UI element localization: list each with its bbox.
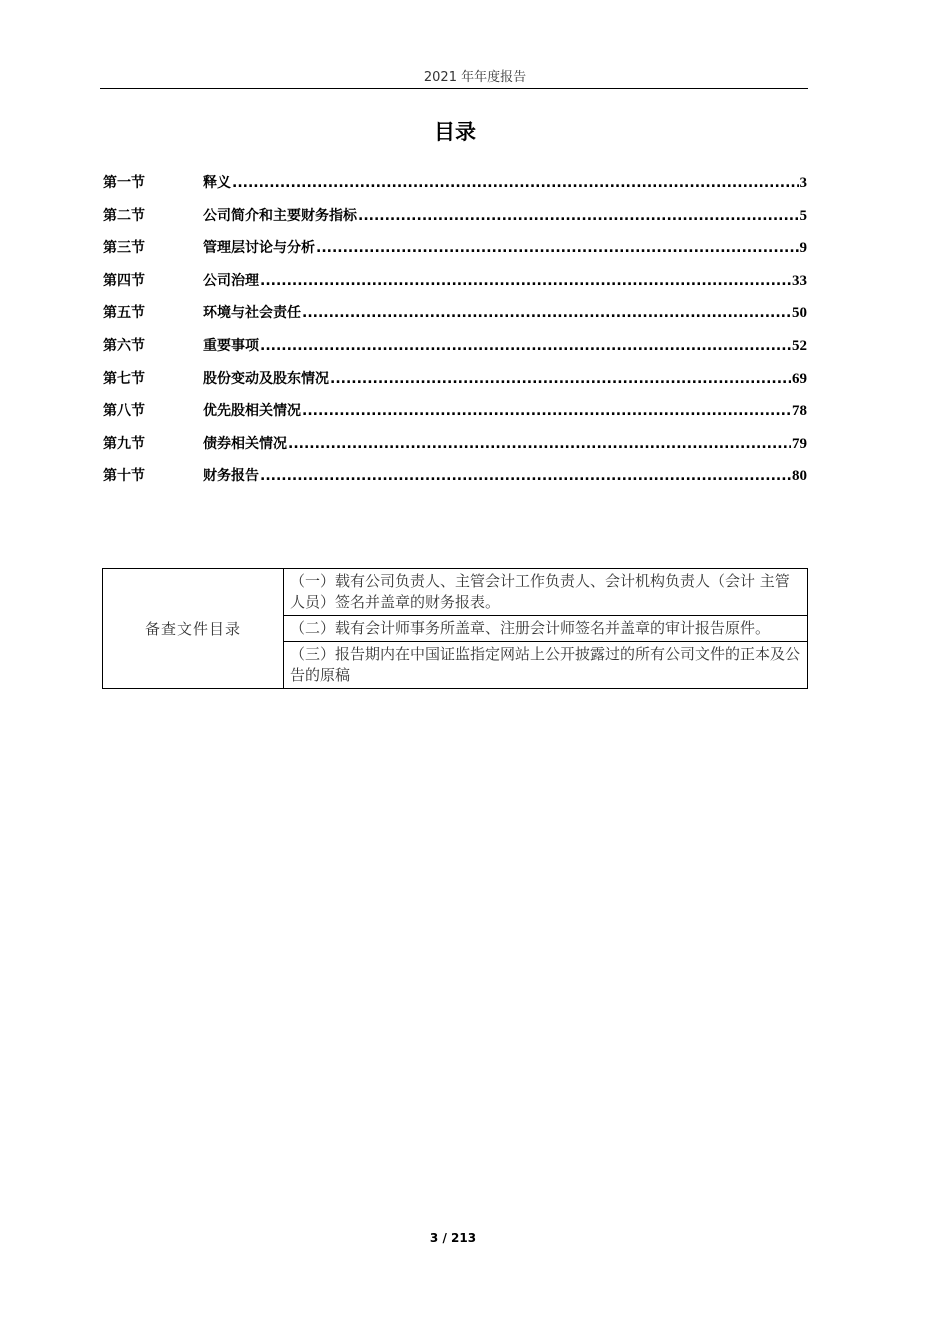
- toc-page-number: 9: [799, 240, 807, 257]
- toc-page-number: 3: [799, 175, 807, 191]
- toc-entry[interactable]: [103, 368, 807, 401]
- toc-page-number: 5: [799, 207, 807, 224]
- report-header-title: 2021 年年度报告: [423, 70, 527, 85]
- header-divider: [100, 88, 808, 89]
- toc-entry-title: 财务报告: [203, 468, 259, 485]
- toc-entry[interactable]: [103, 465, 807, 498]
- reference-documents-label: 备查文件目录: [103, 569, 284, 689]
- toc-dot-leader: [302, 305, 791, 321]
- toc-section-number: 第十节: [103, 468, 145, 485]
- toc-page-number: 78: [792, 403, 807, 420]
- reference-documents-table: [102, 568, 808, 689]
- toc-dot-leader: [330, 371, 791, 387]
- toc-dot-leader: [316, 240, 799, 256]
- toc-section-number: 第二节: [103, 207, 145, 224]
- page-number-footer: 3 / 213: [429, 1231, 477, 1245]
- toc-dot-leader: [302, 403, 791, 419]
- toc-entry-title: 环境与社会责任: [203, 305, 301, 322]
- toc-section-number: 第四节: [103, 272, 145, 289]
- reference-document-item: （一）载有公司负责人、主管会计工作负责人、会计机构负责人（会计 主管人员）签名并盖章的财务报表。: [284, 569, 808, 616]
- toc-page-number: 79: [792, 435, 807, 452]
- reference-document-item: （二）载有会计师事务所盖章、注册会计师签名并盖章的审计报告原件。: [284, 616, 808, 642]
- toc-dot-leader: [260, 338, 791, 354]
- toc-section-number: 第五节: [103, 305, 145, 322]
- toc-entry-title: 重要事项: [203, 337, 259, 354]
- toc-page-number: 33: [792, 272, 807, 289]
- table-of-contents: [103, 172, 807, 498]
- toc-dot-leader: [260, 273, 791, 289]
- toc-section-number: 第一节: [103, 175, 145, 191]
- toc-entry-title: 股份变动及股东情况: [203, 370, 329, 387]
- toc-page-number: 50: [792, 305, 807, 322]
- toc-page-number: 52: [792, 337, 807, 354]
- toc-section-number: 第七节: [103, 370, 145, 387]
- toc-title: 目录: [434, 120, 476, 144]
- toc-entry[interactable]: [103, 400, 807, 433]
- toc-entry-title: 债券相关情况: [203, 435, 287, 452]
- toc-entry[interactable]: [103, 433, 807, 466]
- toc-entry-title: 管理层讨论与分析: [203, 240, 315, 257]
- toc-entry-title: 优先股相关情况: [203, 403, 301, 420]
- toc-dot-leader: [232, 175, 799, 191]
- toc-entry[interactable]: [103, 270, 807, 303]
- reference-document-item: （三）报告期内在中国证监指定网站上公开披露过的所有公司文件的正本及公告的原稿: [284, 642, 808, 689]
- toc-entry-title: 公司治理: [203, 272, 259, 289]
- toc-dot-leader: [260, 468, 791, 484]
- toc-section-number: 第八节: [103, 403, 145, 420]
- toc-dot-leader: [358, 208, 799, 224]
- toc-entry[interactable]: [103, 237, 807, 270]
- toc-section-number: 第三节: [103, 240, 145, 257]
- toc-entry-title: 释义: [203, 175, 231, 191]
- toc-entry[interactable]: [103, 205, 807, 238]
- toc-page-number: 69: [792, 370, 807, 387]
- toc-dot-leader: [288, 436, 791, 452]
- toc-entry[interactable]: [103, 335, 807, 368]
- toc-section-number: 第九节: [103, 435, 145, 452]
- toc-page-number: 80: [792, 468, 807, 485]
- toc-entry[interactable]: [103, 172, 807, 205]
- toc-section-number: 第六节: [103, 337, 145, 354]
- toc-entry-title: 公司简介和主要财务指标: [203, 207, 357, 224]
- toc-entry[interactable]: [103, 302, 807, 335]
